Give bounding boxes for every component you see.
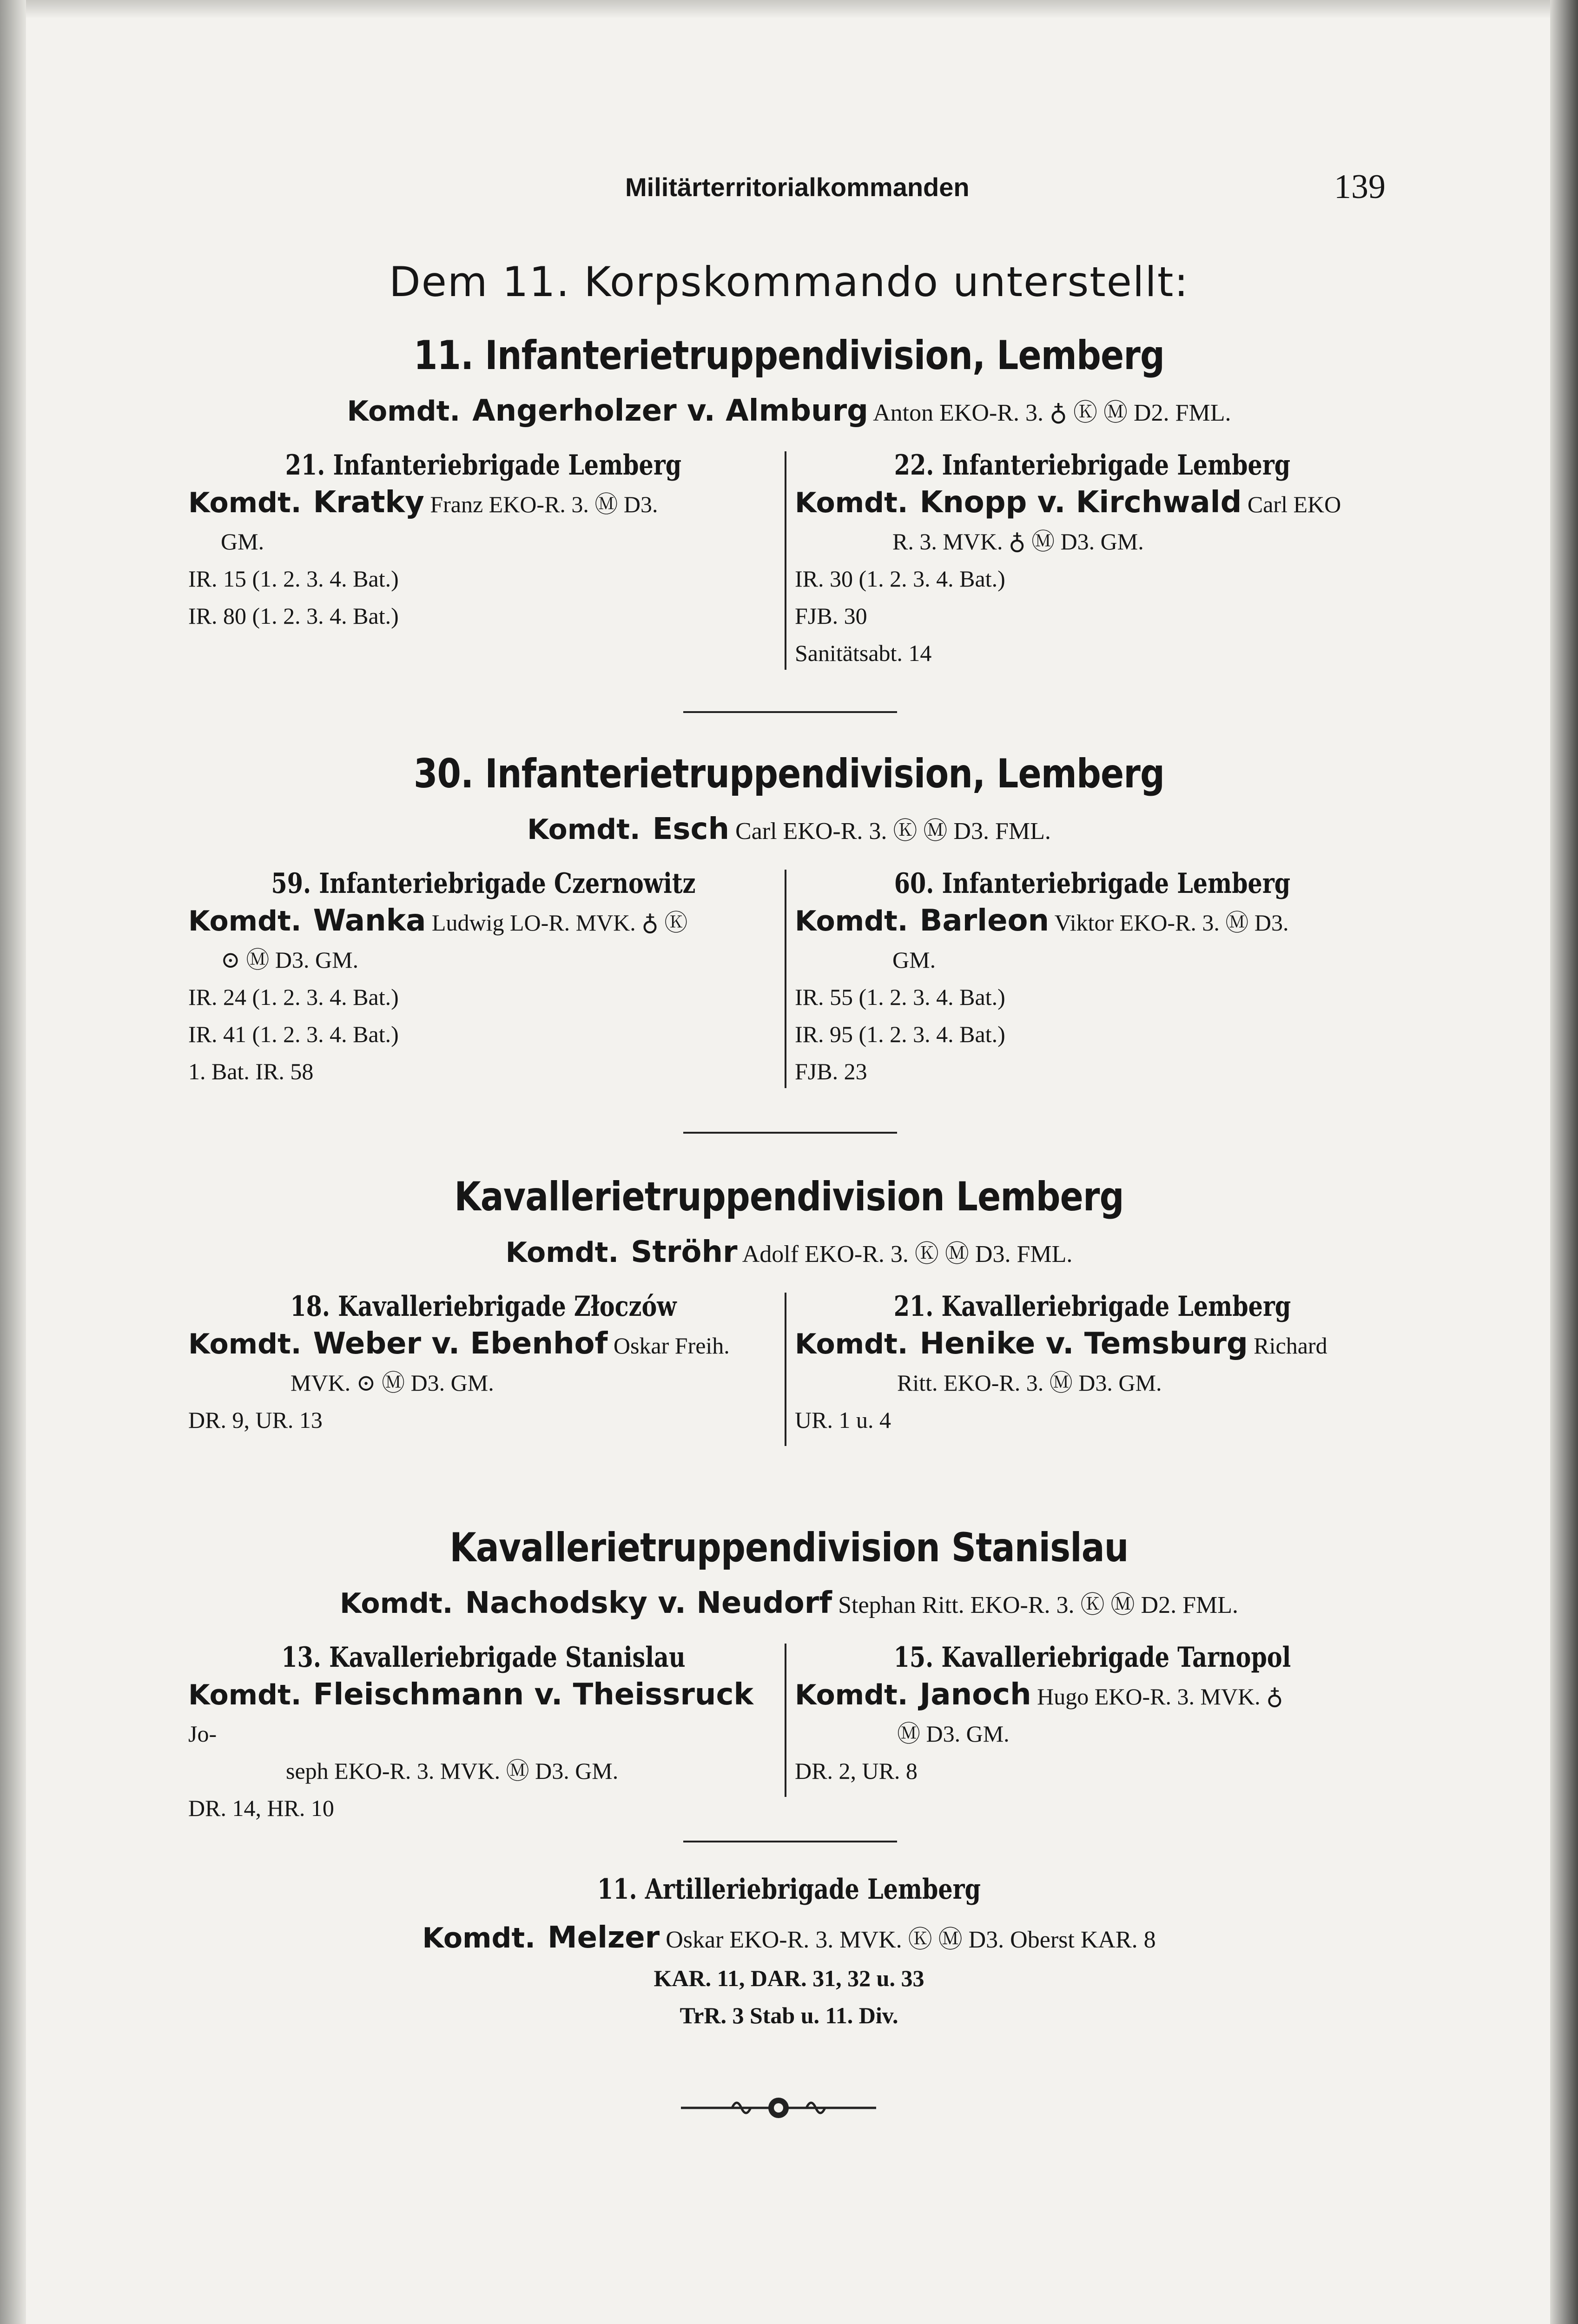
commander-details: Jo- [188, 1721, 217, 1747]
brigade-columns [0, 447, 1578, 688]
brigade-title: 13. Kavalleriebrigade Stanislau [281, 1641, 686, 1674]
commander-name: Fleischmann v. Theissruck [313, 1677, 753, 1712]
section-separator [683, 1841, 897, 1842]
brigade-title: 21. Infanteriebrigade Lemberg [285, 449, 682, 482]
commander-details: Carl EKO [1247, 491, 1341, 517]
division-title: 30. Infanterietruppendivision, Lemberg [413, 751, 1165, 797]
commander-name: Nachodsky v. Neudorf [465, 1586, 832, 1620]
commander-continuation: ⊙ Ⓜ D3. GM. [221, 947, 359, 973]
commander-label: Komdt. [505, 1236, 619, 1269]
commander-name: Esch [652, 812, 730, 846]
commander-name: Barleon [919, 904, 1050, 938]
unit-line: DR. 2, UR. 8 [795, 1758, 918, 1784]
commander-name: Wanka [313, 904, 426, 938]
division-30-infantry [0, 751, 1578, 1107]
unit-line: DR. 9, UR. 13 [188, 1407, 323, 1433]
page-number: 139 [1334, 168, 1386, 206]
section-intro: Dem 11. Korpskommando unterstellt: [389, 258, 1189, 306]
running-header [0, 167, 1578, 209]
unit-line: Sanitätsabt. 14 [795, 640, 932, 666]
commander-details: Franz EKO-R. 3. Ⓜ D3. [430, 491, 658, 517]
commander-rank: FML. [1175, 400, 1231, 426]
commander-continuation: Ⓜ D3. GM. [897, 1721, 1010, 1747]
commander-given-name: Anton [873, 400, 934, 426]
brigade-commander [188, 1676, 779, 1752]
unit-line: IR. 55 (1. 2. 3. 4. Bat.) [795, 984, 1005, 1010]
commander-name: Melzer [547, 1921, 660, 1955]
brigade-commander [795, 1676, 1390, 1715]
commander-continuation: GM. [892, 947, 936, 973]
column-divider [785, 1644, 786, 1797]
commander-name: Weber v. Ebenhof [313, 1327, 608, 1361]
commander-given-name: Stephan Ritt. [838, 1592, 964, 1618]
brigade-title: 15. Kavalleriebrigade Tarnopol [893, 1641, 1291, 1674]
brigade-left [188, 1288, 779, 1439]
commander-continuation: R. 3. MVK. ♁ Ⓜ D3. GM. [892, 528, 1144, 555]
division-title: 11. Infanterietruppendivision, Lemberg [413, 332, 1165, 379]
commander-label: Komdt. [795, 1679, 908, 1711]
commander-label: Komdt. [422, 1922, 535, 1954]
commander-details: Ludwig LO-R. MVK. ♁ Ⓚ [431, 910, 688, 936]
commander-label: Komdt. [347, 395, 461, 428]
brigade-right [795, 1288, 1390, 1439]
column-divider [785, 870, 786, 1088]
commander-name: Janoch [919, 1677, 1031, 1712]
artillery-commander [0, 1920, 1578, 1955]
commander-name: Henike v. Temsburg [919, 1327, 1248, 1361]
commander-label: Komdt. [188, 1328, 302, 1360]
commander-label: Komdt. [188, 905, 302, 938]
commander-details: Oskar Freih. [613, 1333, 730, 1359]
division-title: Kavallerietruppendivision Lemberg [454, 1174, 1124, 1220]
commander-given-name: Carl [735, 818, 777, 845]
commander-name: Kratky [313, 485, 424, 520]
commander-decorations: EKO-R. 3. Ⓚ Ⓜ D3. [783, 818, 989, 845]
commander-label: Komdt. [795, 905, 908, 938]
unit-line: IR. 30 (1. 2. 3. 4. Bat.) [795, 566, 1005, 592]
artillery-unit: TrR. 3 Stab u. 11. Div. [680, 2002, 898, 2028]
division-commander [0, 393, 1578, 428]
commander-label: Komdt. [339, 1587, 453, 1620]
division-title: Kavallerietruppendivision Stanislau [449, 1525, 1129, 1571]
brigade-commander [188, 902, 779, 941]
commander-details: Oskar EKO-R. 3. MVK. Ⓚ Ⓜ D3. Oberst KAR. 8 [666, 1927, 1156, 1953]
commander-label: Komdt. [188, 1679, 302, 1711]
brigade-columns [0, 1639, 1578, 1821]
section-separator [683, 1132, 897, 1134]
commander-continuation: Ritt. EKO-R. 3. Ⓜ D3. GM. [897, 1370, 1162, 1396]
commander-details: Hugo EKO-R. 3. MVK. ♁ [1037, 1684, 1283, 1710]
brigade-commander [795, 902, 1390, 941]
brigade-left [188, 1639, 779, 1827]
unit-line: FJB. 30 [795, 603, 867, 629]
brigade-title: 18. Kavalleriebrigade Złoczów [290, 1290, 677, 1323]
column-divider [785, 451, 786, 670]
commander-label: Komdt. [527, 813, 640, 846]
unit-line: 1. Bat. IR. 58 [188, 1058, 314, 1084]
cavalry-division-stanislau [0, 1525, 1578, 1821]
division-commander [0, 1585, 1578, 1620]
commander-continuation: seph EKO-R. 3. MVK. Ⓜ D3. GM. [286, 1758, 619, 1784]
brigade-right [795, 447, 1390, 672]
running-title: Militärterritorialkommanden [625, 172, 970, 202]
unit-line: IR. 15 (1. 2. 3. 4. Bat.) [188, 566, 399, 592]
commander-rank: FML. [1182, 1592, 1239, 1618]
commander-label: Komdt. [188, 487, 302, 519]
unit-line: DR. 14, HR. 10 [188, 1795, 334, 1821]
unit-line: IR. 24 (1. 2. 3. 4. Bat.) [188, 984, 399, 1010]
unit-line: FJB. 23 [795, 1058, 867, 1084]
column-divider [785, 1293, 786, 1446]
division-commander [0, 1234, 1578, 1269]
brigade-commander [188, 484, 779, 523]
division-11-infantry [0, 332, 1578, 688]
unit-line: UR. 1 u. 4 [795, 1407, 891, 1433]
commander-label: Komdt. [795, 1328, 908, 1360]
artillery-title: 11. Artilleriebrigade Lemberg [597, 1873, 981, 1906]
commander-name: Angerholzer v. Almburg [472, 394, 868, 428]
section-separator [683, 711, 897, 713]
unit-line: IR. 95 (1. 2. 3. 4. Bat.) [795, 1021, 1005, 1047]
commander-rank: FML. [1017, 1241, 1073, 1268]
brigade-right [795, 865, 1390, 1090]
artillery-brigade [0, 1873, 1578, 2034]
brigade-commander [795, 484, 1390, 523]
brigade-left [188, 865, 779, 1090]
page-top-edge [0, 0, 1578, 19]
commander-name: Ströhr [631, 1235, 738, 1269]
artillery-unit: KAR. 11, DAR. 31, 32 u. 33 [654, 1965, 924, 1991]
commander-details: Richard [1254, 1333, 1327, 1359]
commander-decorations: EKO-R. 3. ♁ Ⓚ Ⓜ D2. [939, 400, 1169, 426]
brigade-commander [795, 1325, 1390, 1364]
brigade-right [795, 1639, 1390, 1789]
commander-name: Knopp v. Kirchwald [919, 485, 1242, 520]
brigade-left [188, 447, 779, 634]
brigade-title: 22. Infanteriebrigade Lemberg [894, 449, 1291, 482]
end-ornament-icon [681, 2094, 876, 2122]
commander-label: Komdt. [795, 487, 908, 519]
cavalry-division-lemberg [0, 1174, 1578, 1455]
brigade-commander [188, 1325, 779, 1364]
division-commander [0, 811, 1578, 846]
unit-line: IR. 41 (1. 2. 3. 4. Bat.) [188, 1021, 399, 1047]
commander-decorations: EKO-R. 3. Ⓚ Ⓜ D3. [805, 1241, 1011, 1268]
commander-rank: FML. [995, 818, 1051, 845]
commander-decorations: EKO-R. 3. Ⓚ Ⓜ D2. [970, 1592, 1177, 1618]
brigade-title: 59. Infanteriebrigade Czernowitz [271, 867, 696, 900]
brigade-title: 21. Kavalleriebrigade Lemberg [893, 1290, 1291, 1323]
brigade-title: 60. Infanteriebrigade Lemberg [894, 867, 1291, 900]
commander-given-name: Adolf [742, 1241, 799, 1268]
brigade-columns [0, 1288, 1578, 1455]
commander-continuation: MVK. ⊙ Ⓜ D3. GM. [291, 1370, 494, 1396]
commander-details: Viktor EKO-R. 3. Ⓜ D3. [1054, 910, 1289, 936]
unit-line: IR. 80 (1. 2. 3. 4. Bat.) [188, 603, 399, 629]
brigade-columns [0, 865, 1578, 1107]
commander-continuation: GM. [221, 528, 264, 555]
